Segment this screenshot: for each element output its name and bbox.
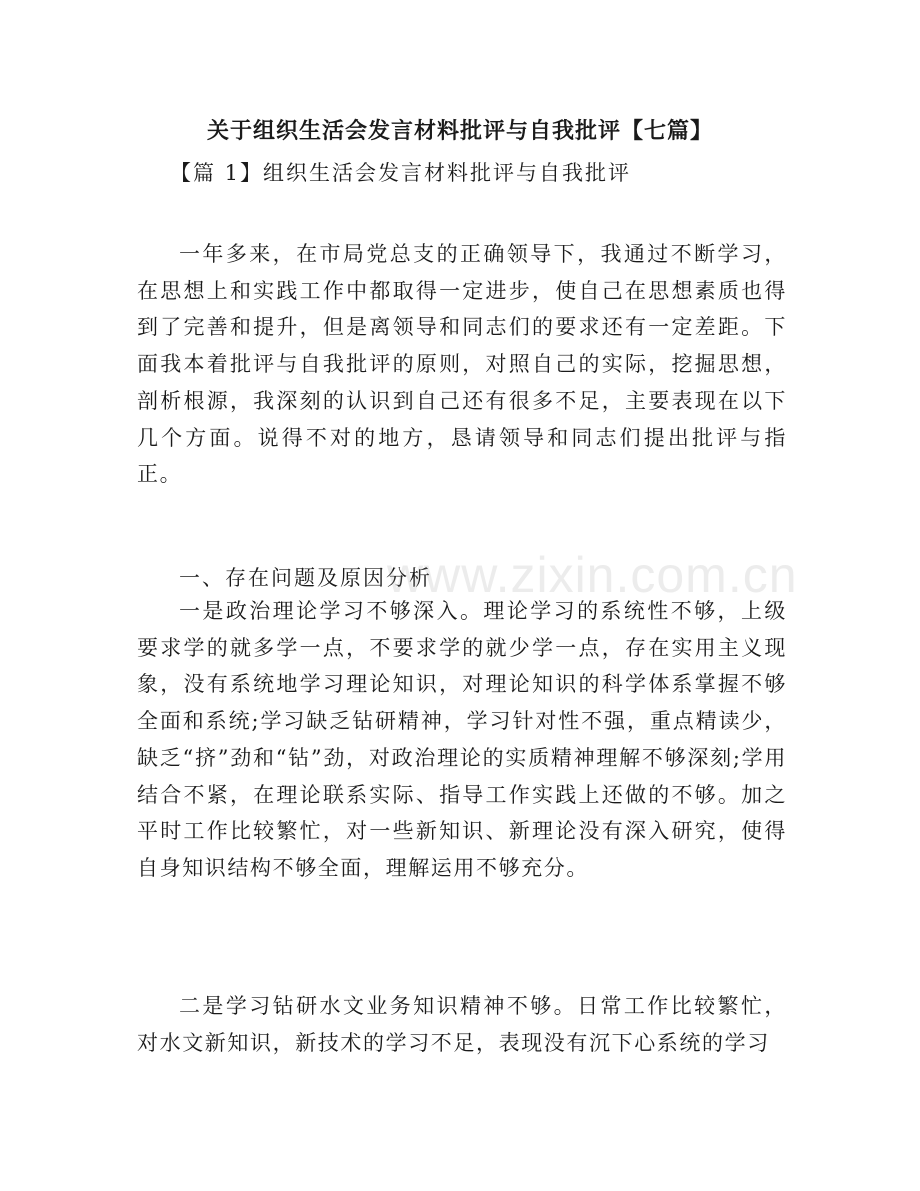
paragraph-item-2: 二是学习钻研水文业务知识精神不够。日常工作比较繁忙，对水文新知识，新技术的学习不足，表现没有沉下心系统的学习 [137, 994, 787, 1055]
document-title: 关于组织生活会发言材料批评与自我批评【七篇】 [206, 119, 713, 144]
article-subtitle: 【篇 1】组织生活会发言材料批评与自我批评 [170, 161, 632, 185]
section-heading: 一、存在问题及原因分析 [179, 566, 432, 590]
paragraph-item-1: 一是政治理论学习不够深入。理论学习的系统性不够，上级要求学的就多学一点，不要求学的就少学一点，存在实用主义现象，没有系统地学习理论知识，对理论知识的科学体系掌握不够全面和系统;学习缺乏钻研精神，学习针对性不强，重点精读少，缺乏“挤”劲和“钻”劲，对政治理论的实质精神理解不够深刻;学用结合不紧，在理论联系实际、指导工作实践上还做的不够。加之平时工作比较繁忙，对一些新知识、新理论没有深入研究，使得自身知识结构不够全面，理解运用不够充分。 [137, 599, 787, 880]
paragraph-intro: 一年多来，在市局党总支的正确领导下，我通过不断学习，在思想上和实践工作中都取得一定进步，使自己在思想素质也得到了完善和提升，但是离领导和同志们的要求还有一定差距。下面我本着批评与自我批评的原则，对照自己的实际，挖掘思想，剖析根源，我深刻的认识到自己还有很多不足，主要表现在以下几个方面。说得不对的地方，恳请领导和同志们提出批评与指正。 [137, 242, 787, 487]
watermark: www.zixin.com.cn [387, 547, 798, 603]
